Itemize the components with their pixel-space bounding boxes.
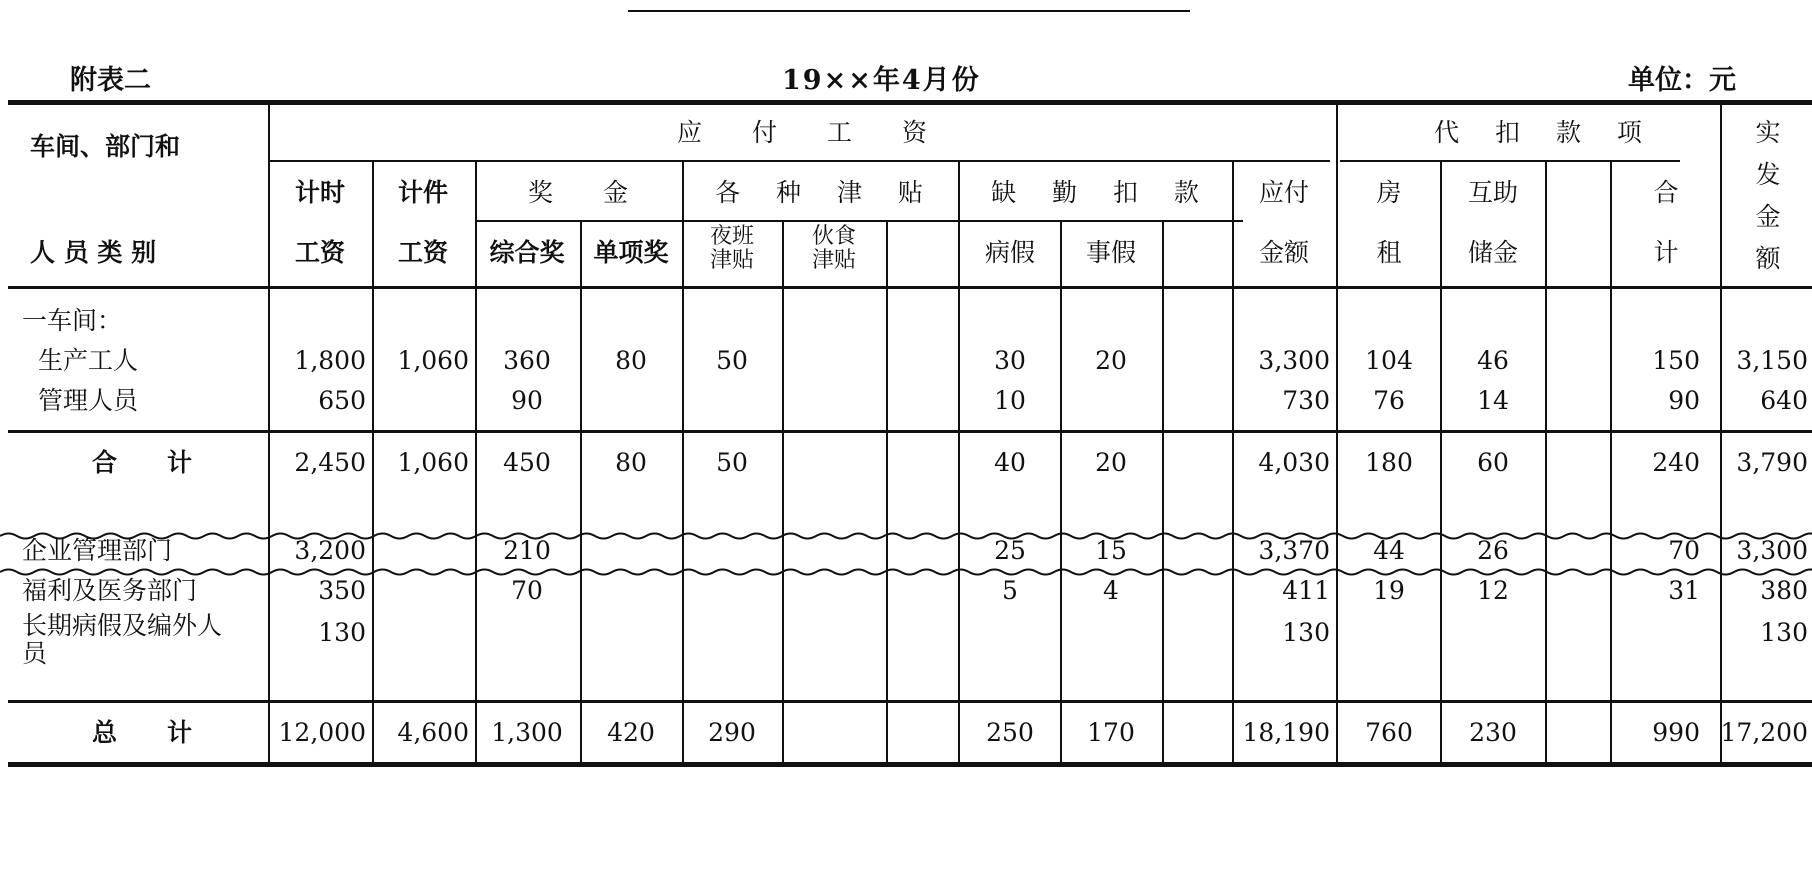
table-cell: 3,300 (1258, 346, 1330, 375)
table-cell: 90 (511, 386, 543, 415)
col-rule (1545, 160, 1547, 764)
table-cell: 1,300 (491, 718, 563, 747)
table-cell: 50 (716, 346, 748, 375)
table-cell: 3,150 (1736, 346, 1808, 375)
table-cell: 210 (503, 536, 551, 565)
table-cell: 360 (503, 346, 551, 375)
group-net-2: 发 (1755, 160, 1781, 189)
col-payable-1: 应付 (1258, 178, 1310, 207)
table-cell: 17,200 (1720, 718, 1808, 747)
table-cell: 40 (994, 448, 1026, 477)
table-cell: 1,800 (294, 346, 366, 375)
row-header-line1: 车间、部门和 (30, 132, 181, 161)
table-cell: 760 (1365, 718, 1413, 747)
col-mutual-1: 互助 (1467, 178, 1519, 207)
header-rule-deduction (1340, 160, 1680, 162)
table-cell: 4,600 (397, 718, 469, 747)
row-label: 总 计 (92, 718, 193, 747)
table-bottom-rule (8, 762, 1812, 767)
header-rule-payable (270, 160, 1330, 162)
period-title: 19××年4月份 (782, 65, 981, 96)
col-rule (1610, 160, 1612, 764)
table-cell: 60 (1477, 448, 1509, 477)
col-rule (1336, 100, 1338, 764)
group-deduction: 代 扣 款 项 (1434, 118, 1656, 147)
table-cell: 130 (1760, 618, 1808, 647)
group-payable: 应 付 工 资 (676, 118, 928, 147)
table-cell: 25 (994, 536, 1026, 565)
table-cell: 350 (318, 576, 366, 605)
table-cell: 180 (1365, 448, 1413, 477)
table-cell: 12,000 (278, 718, 366, 747)
row-label: 一车间： (22, 306, 123, 335)
table-cell: 420 (607, 718, 655, 747)
group-net-4: 额 (1755, 244, 1781, 273)
table-cell: 1,060 (397, 448, 469, 477)
col-rent-1: 房 (1376, 178, 1402, 207)
table-cell: 31 (1668, 576, 1700, 605)
table-cell: 411 (1282, 576, 1330, 605)
total-top-rule (8, 700, 1812, 703)
row-header-line2: 人 员 类 别 (30, 238, 157, 267)
col-bonus: 奖 金 (527, 178, 629, 207)
col-rule (782, 220, 784, 764)
table-top-rule (8, 100, 1812, 105)
table-cell: 4 (1103, 576, 1119, 605)
row-label: 企业管理部门 (22, 536, 173, 565)
table-cell: 4,030 (1258, 448, 1330, 477)
col-deduction-total-1: 合 (1653, 178, 1679, 207)
table-cell: 70 (1668, 536, 1700, 565)
col-meal-allowance-1: 伙食 (811, 224, 857, 249)
col-deduction-total-2: 计 (1653, 238, 1679, 267)
col-time-wage-2: 工资 (294, 238, 346, 267)
table-cell: 450 (503, 448, 551, 477)
table-cell: 3,200 (294, 536, 366, 565)
table-cell: 240 (1652, 448, 1700, 477)
table-cell: 130 (318, 618, 366, 647)
table-cell: 3,300 (1736, 536, 1808, 565)
table-cell: 46 (1477, 346, 1509, 375)
col-piece-wage-1: 计件 (397, 178, 449, 207)
col-payable-2: 金额 (1258, 238, 1310, 267)
table-cell: 990 (1652, 718, 1700, 747)
table-cell: 20 (1095, 346, 1127, 375)
table-cell: 2,450 (294, 448, 366, 477)
col-time-wage-1: 计时 (294, 178, 346, 207)
table-cell: 230 (1469, 718, 1517, 747)
col-rule (372, 160, 374, 764)
header-rule-sub (475, 220, 1243, 222)
table-cell: 640 (1760, 386, 1808, 415)
table-cell: 130 (1282, 618, 1330, 647)
table-number: 附表二 (70, 65, 151, 96)
table-cell: 10 (994, 386, 1026, 415)
table-cell: 730 (1282, 386, 1330, 415)
col-rule (1162, 220, 1164, 764)
table-cell: 250 (986, 718, 1034, 747)
col-sick-leave: 病假 (984, 238, 1036, 267)
table-cell: 3,370 (1258, 536, 1330, 565)
table-cell: 76 (1373, 386, 1405, 415)
table-cell: 18,190 (1242, 718, 1330, 747)
row-label: 生产工人 (38, 346, 139, 375)
col-night-allowance-1: 夜班 (709, 224, 755, 249)
group-net-3: 金 (1755, 202, 1781, 231)
unit-label: 单位：元 (1628, 65, 1736, 96)
table-cell: 80 (615, 346, 647, 375)
header-bottom-rule (8, 286, 1812, 289)
table-cell: 70 (511, 576, 543, 605)
group-net-1: 实 (1755, 118, 1781, 147)
row-label: 福利及医务部门 (22, 576, 198, 605)
col-night-allowance-2: 津贴 (709, 248, 755, 273)
col-rule (682, 160, 684, 764)
table-cell: 380 (1760, 576, 1808, 605)
col-bonus-single: 单项奖 (593, 238, 669, 267)
table-cell: 30 (994, 346, 1026, 375)
col-rule (580, 220, 582, 764)
table-cell: 19 (1373, 576, 1405, 605)
table-cell: 3,790 (1736, 448, 1808, 477)
table-cell: 12 (1477, 576, 1509, 605)
table-cell: 44 (1373, 536, 1405, 565)
subtotal-top-rule (8, 430, 1812, 433)
table-cell: 1,060 (397, 346, 469, 375)
col-meal-allowance-2: 津贴 (811, 248, 857, 273)
table-cell: 20 (1095, 448, 1127, 477)
col-rule (886, 220, 888, 764)
col-rule (1440, 160, 1442, 764)
row-label: 合 计 (92, 448, 193, 477)
row-label: 长期病假及编外人员 (22, 611, 223, 668)
col-mutual-2: 储金 (1467, 238, 1519, 267)
col-rent-2: 租 (1376, 238, 1402, 267)
table-cell: 15 (1095, 536, 1127, 565)
table-cell: 290 (708, 718, 756, 747)
col-personal-leave: 事假 (1085, 238, 1137, 267)
col-rule (475, 160, 477, 764)
row-label: 管理人员 (38, 386, 139, 415)
col-rule (1720, 100, 1722, 764)
col-bonus-comprehensive: 综合奖 (489, 238, 565, 267)
col-rule (1232, 160, 1234, 764)
table-break-wave (0, 528, 1812, 580)
table-cell: 170 (1087, 718, 1135, 747)
table-cell: 26 (1477, 536, 1509, 565)
table-cell: 5 (1002, 576, 1018, 605)
col-rule (268, 100, 270, 764)
table-cell: 104 (1365, 346, 1413, 375)
table-cell: 50 (716, 448, 748, 477)
table-cell: 650 (318, 386, 366, 415)
col-rule (958, 160, 960, 764)
col-allowance: 各 种 津 贴 (715, 178, 937, 207)
top-rule (628, 10, 1190, 12)
table-cell: 150 (1652, 346, 1700, 375)
table-cell: 80 (615, 448, 647, 477)
table-cell: 90 (1668, 386, 1700, 415)
col-piece-wage-2: 工资 (397, 238, 449, 267)
col-absence: 缺 勤 扣 款 (991, 178, 1213, 207)
col-rule (1060, 220, 1062, 764)
table-cell: 14 (1477, 386, 1509, 415)
